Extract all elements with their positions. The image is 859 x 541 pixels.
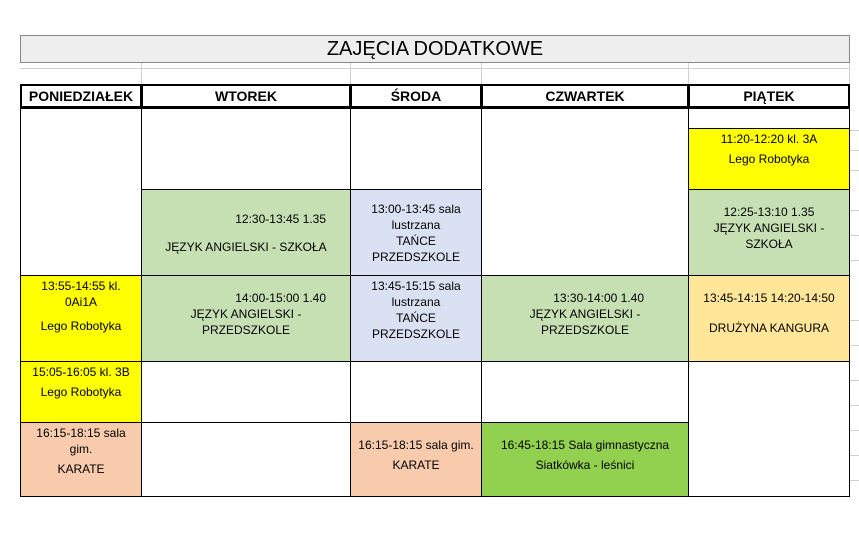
event-place: lustrzana (391, 217, 441, 232)
event-name: JĘZYK ANGIELSKI - (190, 307, 302, 321)
event-time: 16:15-18:15 sala gim. (358, 438, 474, 452)
event-name: Lego Robotyka (40, 385, 122, 399)
header-tuesday: WTOREK (141, 84, 351, 108)
thursday-siatkowka (481, 422, 689, 497)
event-name: PRZEDSZKOLE (371, 327, 461, 341)
wednesday-empty-cell (350, 361, 482, 423)
event-time: 11:20-12:20 kl. 3A (720, 132, 818, 146)
event-name: JĘZYK ANGIELSKI - (713, 221, 825, 235)
event-name: TAŃCE (396, 233, 436, 248)
event-class: 0Ai1A (64, 295, 98, 309)
event-name: SZKOŁA (745, 237, 793, 251)
event-name: KARATE (392, 458, 440, 472)
header-monday: PONIEDZIAŁEK (20, 84, 142, 108)
page-title: ZAJĘCIA DODATKOWE (20, 35, 850, 63)
event-time: 16:45-18:15 Sala gimnastyczna (500, 438, 670, 452)
tuesday-empty-cell (141, 361, 351, 423)
event-name: PRZEDSZKOLE (540, 323, 630, 337)
event-time: 13:55-14:55 kl. (41, 279, 121, 293)
event-name: PRZEDSZKOLE (201, 323, 291, 337)
thursday-empty-cell (481, 361, 689, 423)
friday-druzyna-kangura (688, 275, 850, 362)
monday-lego-robotyka-2 (20, 361, 142, 423)
friday-angielski-szkola (688, 189, 850, 276)
thursday-angielski-przedszkole (481, 275, 689, 362)
event-place: gim. (69, 442, 93, 456)
friday-lego-robotyka (688, 128, 850, 190)
header-friday: PIĄTEK (688, 84, 850, 108)
wednesday-empty-cell (350, 108, 482, 190)
event-name: Siatkówka - leśnici (535, 458, 635, 472)
event-name: JĘZYK ANGIELSKI - (529, 307, 641, 321)
thursday-empty-cell (481, 108, 689, 276)
event-name: PRZEDSZKOLE (371, 249, 461, 264)
event-time: 13:45-15:15 sala (371, 279, 461, 293)
monday-karate (20, 422, 142, 497)
event-time: 13:45-14:15 14:20-14:50 (703, 291, 835, 305)
event-name: TAŃCE (396, 311, 436, 325)
event-time: 13:00-13:45 sala (371, 201, 461, 216)
event-time: 14:00-15:00 1.40 (235, 291, 326, 305)
event-name: DRUŻYNA KANGURA (708, 321, 830, 335)
tuesday-angielski-przedszkole (141, 275, 351, 362)
wednesday-tance-1 (350, 189, 482, 276)
wednesday-tance-2 (350, 275, 482, 362)
tuesday-empty-cell (141, 108, 351, 190)
monday-empty-cell (20, 108, 142, 276)
tuesday-empty-cell (141, 422, 351, 497)
event-name: Lego Robotyka (728, 152, 810, 166)
event-time: 12:25-13:10 1.35 (723, 205, 815, 219)
event-name: Lego Robotyka (40, 319, 122, 333)
event-time: 15:05-16:05 kl. 3B (32, 365, 130, 379)
event-name: KARATE (57, 462, 105, 476)
wednesday-karate (350, 422, 482, 497)
event-name: JĘZYK ANGIELSKI - SZKOŁA (165, 239, 327, 254)
event-time: 12:30-13:45 1.35 (235, 211, 326, 226)
tuesday-angielski-szkola (141, 189, 351, 276)
event-time: 13:30-14:00 1.40 (553, 291, 644, 305)
header-wednesday: ŚRODA (350, 84, 482, 108)
monday-lego-robotyka-1 (20, 275, 142, 362)
event-time: 16:15-18:15 sala (36, 426, 126, 440)
event-place: lustrzana (391, 295, 441, 309)
header-thursday: CZWARTEK (481, 84, 689, 108)
friday-empty-cell (688, 108, 850, 129)
friday-empty-cell (688, 361, 850, 497)
